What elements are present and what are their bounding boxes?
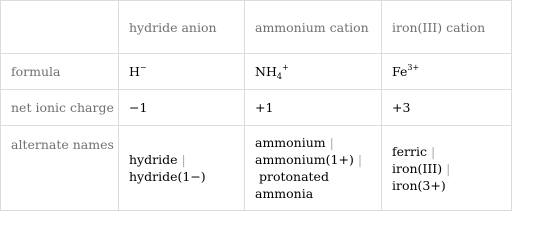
- name-ammonium-2: ammonium(1+): [255, 152, 354, 167]
- formula-iron-base: Fe: [392, 64, 408, 79]
- formula-iron: [382, 54, 512, 90]
- header-row: [1, 1, 512, 54]
- name-ammonium-3a: protonated: [258, 169, 329, 184]
- formula-ammonium: [245, 54, 382, 90]
- name-hydride-1: hydride: [129, 152, 178, 167]
- names-hydride: [119, 126, 245, 211]
- charge-hydride: −1: [119, 90, 245, 126]
- formula-ammonium-charge: +: [281, 63, 289, 72]
- charge-iron: +3: [382, 90, 512, 126]
- name-separator: |: [430, 143, 436, 159]
- row-header-names: alternate names: [1, 126, 119, 211]
- corner-cell: [1, 1, 119, 54]
- charge-ammonium: +1: [245, 90, 382, 126]
- formula-ammonium-subscript: 4: [276, 72, 282, 81]
- name-separator: |: [446, 160, 451, 176]
- formula-hydride-base: H: [129, 64, 140, 79]
- column-header-ammonium: ammonium cation: [245, 1, 382, 54]
- names-row: [1, 126, 512, 211]
- name-separator: |: [181, 152, 186, 167]
- row-header-charge: net ionic charge: [1, 90, 119, 126]
- name-separator: |: [357, 152, 363, 167]
- formula-row: [1, 54, 512, 90]
- name-iron-1: ferric: [392, 143, 427, 159]
- formula-hydride: [119, 54, 245, 90]
- names-iron: [382, 126, 512, 211]
- name-ammonium-1: ammonium: [255, 135, 326, 150]
- name-hydride-2: hydride(1−): [129, 169, 206, 184]
- name-separator: |: [329, 135, 334, 150]
- column-header-iron: iron(III) cation: [382, 1, 512, 54]
- column-header-hydride: hydride anion: [119, 1, 245, 54]
- name-iron-3: iron(3+): [392, 177, 446, 193]
- formula-ammonium-base: NH: [255, 64, 277, 79]
- formula-iron-charge: 3+: [407, 63, 420, 72]
- names-ammonium: [245, 126, 382, 211]
- row-header-formula: formula: [1, 54, 119, 90]
- name-ammonium-3b: ammonia: [255, 186, 314, 201]
- name-iron-2: iron(III): [392, 160, 443, 176]
- formula-hydride-charge: −: [139, 63, 147, 72]
- charge-row: [1, 90, 512, 126]
